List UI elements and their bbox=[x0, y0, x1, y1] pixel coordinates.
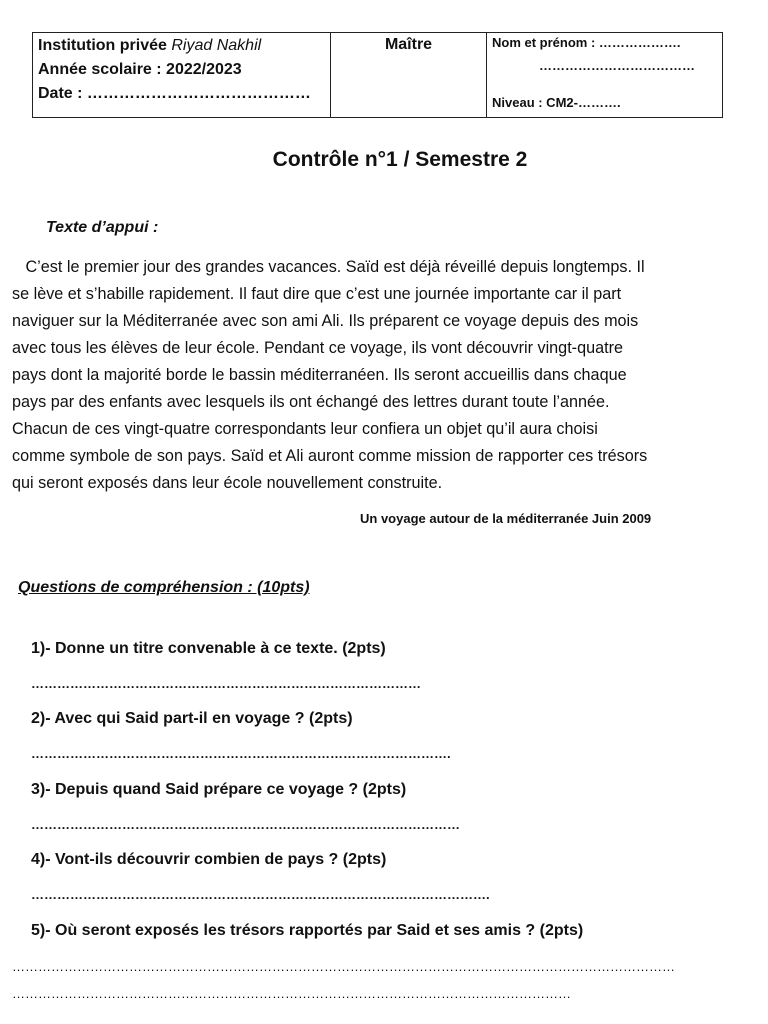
name-field-continued[interactable]: ……………………………… bbox=[539, 58, 695, 73]
answer-line-5b[interactable]: ………………………………………………………………………………………………………………… bbox=[12, 986, 571, 1001]
text-line: Chacun de ces vingt-quatre correspondants leur confiera un objet qu’il aura choisi bbox=[12, 420, 598, 438]
text-line: qui seront exposés dans leur école nouvellement construite. bbox=[12, 474, 443, 492]
institution-label: Institution privée bbox=[38, 37, 167, 54]
teacher-cell bbox=[331, 33, 487, 117]
question-2: 2)- Avec qui Said part-il en voyage ? (2pts) bbox=[31, 710, 353, 727]
question-1: 1)- Donne un titre convenable à ce texte. (2pts) bbox=[31, 640, 386, 657]
school-year: Année scolaire : 2022/2023 bbox=[38, 61, 242, 78]
text-source: Un voyage autour de la méditerranée Juin 2009 bbox=[360, 511, 652, 526]
text-line: avec tous les élèves de leur école. Pendant ce voyage, ils vont découvrir vingt-quatre bbox=[12, 339, 623, 357]
text-line: comme symbole de son pays. Saïd et Ali auront comme mission de rapporter ces trésors bbox=[12, 447, 648, 465]
student-info-cell bbox=[487, 33, 722, 117]
answer-line-2[interactable]: ……………………………………………………………………………………. bbox=[31, 746, 451, 761]
text-line: pays par des enfants avec lesquels ils ont échangé des lettres durant toute l’année. bbox=[12, 393, 610, 411]
reading-text bbox=[12, 254, 748, 497]
question-3: 3)- Depuis quand Said prépare ce voyage ? (2pts) bbox=[31, 781, 407, 798]
institution-name: Riyad Nakhil bbox=[171, 37, 262, 54]
text-line: se lève et s’habille rapidement. Il faut dire que c’est une journée importante car il part bbox=[12, 285, 622, 303]
answer-line-4[interactable]: ……………………………………………………………………………………………. bbox=[31, 887, 490, 902]
date-field[interactable]: Date : …………………………………… bbox=[38, 85, 311, 102]
level-field[interactable]: Niveau : CM2-………. bbox=[492, 95, 621, 110]
school-info-cell bbox=[33, 33, 331, 117]
questions-heading: Questions de compréhension : (10pts) bbox=[18, 579, 310, 596]
teacher-label: Maître bbox=[384, 36, 433, 53]
institution-line bbox=[38, 34, 325, 58]
question-4: 4)- Vont-ils découvrir combien de pays ? (2pts) bbox=[31, 851, 387, 868]
question-5: 5)- Où seront exposés les trésors rapportés par Said et ses amis ? (2pts) bbox=[31, 922, 584, 939]
text-line: naviguer sur la Méditerranée avec son ami Ali. Ils préparent ce voyage depuis des mois bbox=[12, 312, 639, 330]
answer-line-5a[interactable]: ……………………………………………………………………………………………………………………………………… bbox=[12, 959, 675, 974]
name-field[interactable]: Nom et prénom : ………………. bbox=[492, 35, 681, 50]
answer-line-1[interactable]: ……………………………………………………………………………… bbox=[31, 676, 421, 691]
text-line: C’est le premier jour des grandes vacances. Saïd est déjà réveillé depuis longtemps. Il bbox=[12, 258, 645, 276]
texte-appui-label: Texte d’appui : bbox=[46, 219, 159, 236]
header-table bbox=[32, 32, 723, 118]
answer-line-3[interactable]: ……………………………………………………………………………………… bbox=[31, 817, 460, 832]
text-line: pays dont la majorité borde le bassin méditerranéen. Ils seront accueillis dans chaque bbox=[12, 366, 627, 384]
page-title: Contrôle n°1 / Semestre 2 bbox=[272, 148, 528, 171]
